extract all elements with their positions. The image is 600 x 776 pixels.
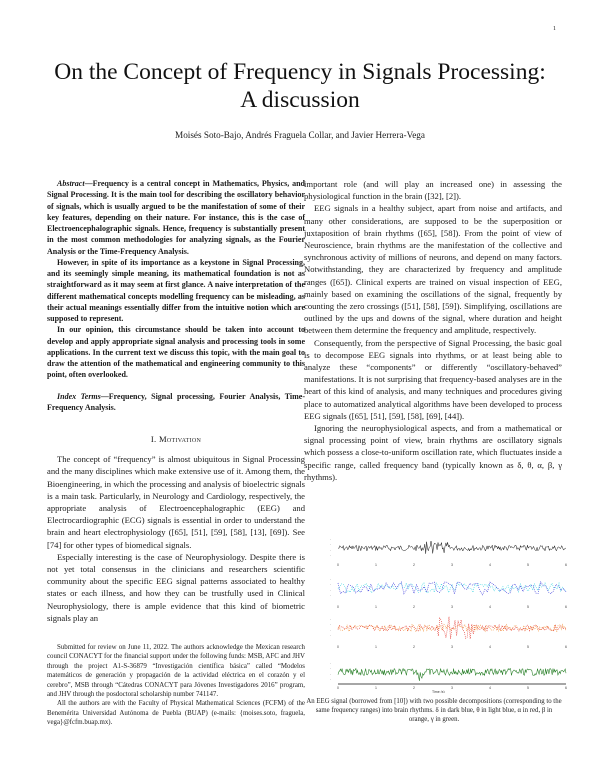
svg-text:6: 6 (565, 605, 567, 609)
svg-text:-: - (330, 628, 331, 632)
figure-caption: An EEG signal (borrowed from [10]) with two possible decompositions (corresponding to the same frequency ranges) into brain rhythms. δ in dark blue, θ in light blue, α in red, β in orange, γ in green. (306, 698, 562, 724)
svg-text:1: 1 (375, 563, 377, 567)
body-paragraph: The concept of “frequency” is almost ubiquitous in Signal Processing and the many disciplines which make extensive use of it. Among them, the Bioengineering, in which the processing and analysis of bioelectric signals is a main task. Particularly, in Neurology and Cardiology, respectively, the appropriate analysis of Electroencephalographic (EEG) and Electrocardiographic (ECG) signals is essential in order to understand the brain and heart electrophysiology ([65], [51], [59], [58], [13], [69]). See [74] for other types of biomedical signals. (47, 454, 305, 550)
svg-text:5: 5 (527, 686, 529, 690)
eeg-figure (316, 528, 586, 698)
svg-text:2: 2 (413, 686, 415, 690)
svg-text:-: - (330, 582, 331, 586)
svg-text:0: 0 (337, 645, 339, 649)
body-paragraph: Consequently, from the perspective of Signal Processing, the basic goal is to decompose EEG signals into rhythms, or at least being able to analyze these “components” or differently “oscillatory-behaved” manifestations. It is not surprising that frequency-based analyses are in the heart of this kind of analysis, and many techniques and procedures giving place to automatized analytical algorithms have been developed to process EEG signals ([65], [51], [59], [58], [69], [44]). (304, 337, 562, 421)
svg-text:1: 1 (375, 605, 377, 609)
footnote-paragraph: Submitted for review on June 11, 2022. The authors acknowledge the Mexican research council CONACYT for the financial support under the following funds: MSB, AFC and JHV through the project A1-S-36879 “Investigación científica básica” called “Modelos matemáticos de generación y propagación de la actividad eléctrica en el corazón y el cerebro”, MSB through “Cátedras CONACYT para Jóvenes Investigadores 2016” program, and JHV through the posdoctoral scholarship number 741147. (47, 644, 305, 699)
svg-text:1: 1 (375, 645, 377, 649)
abstract-label: Abstract (57, 179, 85, 188)
title-line-1: On the Concept of Frequency in Signals Processing: (54, 59, 546, 85)
svg-text:-: - (330, 633, 331, 637)
svg-text:-: - (330, 577, 331, 581)
svg-text:-: - (330, 666, 331, 670)
title-line-2: A discussion (240, 87, 360, 113)
index-terms-label: Index Terms (57, 391, 101, 401)
svg-text:2: 2 (413, 605, 415, 609)
svg-text:-: - (330, 548, 331, 552)
footnote (47, 643, 305, 728)
svg-text:2: 2 (413, 563, 415, 567)
svg-text:3: 3 (451, 645, 453, 649)
svg-text:3: 3 (451, 563, 453, 567)
section-title: Motivation (158, 434, 202, 444)
svg-text:0: 0 (337, 686, 339, 690)
svg-text:-: - (330, 672, 331, 676)
body-paragraph: Especially interesting is the case of Neurophysiology. Despite there is not yet total consensus in the clinicians and researchers scientific community about the specific EEG signal patterns associated to healthy states or each illness, and how they can be trustfully used in Clinical Neurophysiology, there is ample evidence that this kind of biometric signals play an (47, 551, 305, 623)
svg-text:-: - (330, 622, 331, 626)
svg-text:-: - (330, 593, 331, 597)
page-number: 1 (553, 26, 556, 32)
index-terms: Index Terms—Frequency, Signal processing, Fourier Analysis, Time-Frequency Analysis. (47, 391, 305, 412)
abstract-paragraph: In our opinion, this circumstance should be taken into account to develop and apply appropriate signal analysis and processing tools in some applications. In the current text we discuss this topic, with the main goal to draw the attention of the mathematical and engineering community to this point, often overlooked. (47, 325, 305, 380)
right-column (304, 178, 562, 483)
body-paragraph: important role (and will play an increased one) in assessing the physiological function in the brain ([32], [2]). (304, 179, 562, 202)
svg-text:4: 4 (489, 605, 491, 609)
svg-text:-: - (330, 542, 331, 546)
svg-text:-: - (330, 537, 331, 541)
svg-text:0: 0 (337, 563, 339, 567)
section-heading (47, 433, 305, 445)
section-number: I. (150, 434, 157, 444)
left-column (47, 178, 305, 624)
svg-text:5: 5 (527, 563, 529, 567)
svg-text:4: 4 (489, 563, 491, 567)
svg-text:4: 4 (489, 645, 491, 649)
svg-text:3: 3 (451, 686, 453, 690)
svg-text:-: - (330, 617, 331, 621)
author-list: Moisés Soto-Bajo, Andrés Fraguela Collar, and Javier Herrera-Vega (175, 130, 425, 140)
svg-text:6: 6 (565, 686, 567, 690)
abstract (47, 178, 305, 381)
svg-text:0: 0 (337, 605, 339, 609)
svg-text:-: - (330, 553, 331, 557)
abstract-paragraph: Abstract—Frequency is a central concept in Mathematics, Physics, and Signal Processing. It is the main tool for describing the oscillatory behavior of signals, which is usually argued to be the manifestation of some of their key features, depending on their nature. For instance, this is the case of Electroencephalographic signals. Hence, frequency is substantially present in the most common methodologies for analyzing signals, as the Fourier Analysis or the Time-Frequency Analysis. (47, 179, 305, 256)
footnote-paragraph: All the authors are with the Faculty of Physical Mathematical Sciences (FCFM) of the Benemérita Universidad Autónoma de Puebla (BUAP) (e-mails: {moises.soto, fraguela, vega}@fcfm.buap.mx). (47, 700, 305, 727)
svg-text:-: - (330, 588, 331, 592)
svg-text:4: 4 (489, 686, 491, 690)
body-paragraph: EEG signals in a healthy subject, apart from noise and artifacts, and many other considerations, are supposed to be the superposition or juxtaposition of brain rhythms ([65], [58]). From the point of view of Neuroscience, brain rhythms are the manifestation of the collective and synchronous activity of millions of neurons, and depend on many factors. Notwithstanding, they are characterized by frequency and amplitude ranges ([65]). Clinical experts are trained on visual inspection of EEG, mainly based on examining the oscillations of the signal, frequently by counting the zero crossings ([51], [58], [59]). Simplifying, oscillations are outlined by the ups and downs of the signal, where duration and height between them determine the frequency and amplitude, respectively. (304, 203, 562, 336)
svg-text:6: 6 (565, 563, 567, 567)
paper-title (0, 58, 600, 114)
svg-text:5: 5 (527, 645, 529, 649)
eeg-decomposition-plot (316, 528, 576, 693)
svg-text:2: 2 (413, 645, 415, 649)
svg-text:Time (s): Time (s) (432, 690, 445, 693)
svg-text:5: 5 (527, 605, 529, 609)
svg-text:-: - (330, 677, 331, 681)
svg-text:1: 1 (375, 686, 377, 690)
svg-text:6: 6 (565, 645, 567, 649)
svg-text:-: - (330, 661, 331, 665)
svg-text:3: 3 (451, 605, 453, 609)
abstract-paragraph: However, in spite of its importance as a keystone in Signal Processing, and its seemingly simple meaning, its mathematical foundation is not as straightforward as it may seem at first glance. A naive interpretation of the different mathematical concepts modelling frequency can be misleading, as their actual meanings essentially differ from the intuitive notion which are supposed to represent. (47, 257, 305, 323)
body-paragraph: Ignoring the neurophysiological aspects, and from a mathematical or signal processing point of view, brain rhythms are oscillatory signals which possess a close-to-uniform oscillation rate, which fluctuates inside a specific range, called frequency band (typically known as δ, θ, α, β, γ rhythms). (304, 423, 562, 482)
